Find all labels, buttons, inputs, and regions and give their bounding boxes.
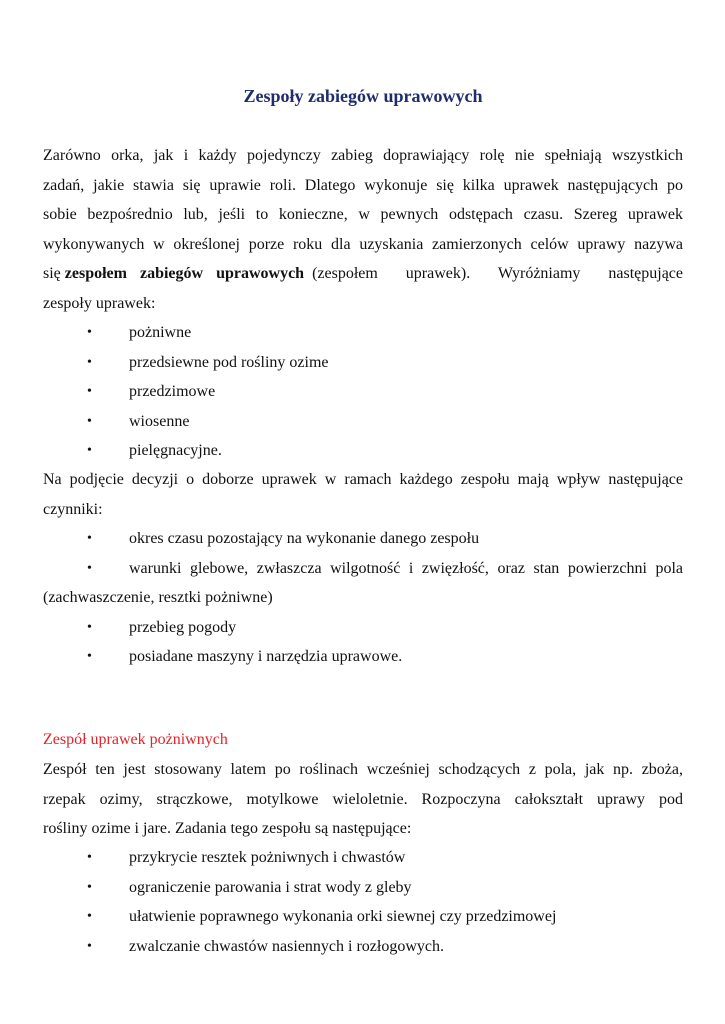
intro-line-3: sobie bezpośrednio lub, jeśli to konieczne, w pewnych odstępach czasu. Szereg uprawek	[43, 206, 683, 223]
list-item-text: wiosenne	[129, 412, 190, 430]
list-item	[43, 554, 683, 613]
groups-list	[43, 318, 683, 466]
section-line-3: rośliny ozime i jare. Zadania tego zespołu są następujące:	[43, 820, 412, 837]
intro-line-4: wykonywanych w określonej porze roku dla uzyskania zamierzonych celów uprawy nazywa	[43, 235, 683, 253]
list-item-text: zwalczanie chwastów nasiennych i rozłogowych.	[129, 937, 444, 955]
list-item-text: pożniwne	[129, 324, 192, 341]
list-item-text: pielęgnacyjne.	[129, 442, 222, 459]
list-item	[43, 613, 683, 643]
intro-line-5-before: się	[43, 265, 65, 282]
bullet-icon: •	[87, 384, 92, 399]
list-item	[43, 436, 683, 466]
intro-line-5-content	[43, 259, 683, 289]
intro-line-2: zadań, jakie stawia się uprawie roli. Dlatego wykonuje się kilka uprawek następujących po	[43, 176, 683, 194]
bullet-icon: •	[87, 354, 92, 370]
bullet-icon: •	[87, 938, 92, 954]
list-item	[43, 843, 683, 873]
list-item-text: okres czasu pozostający na wykonanie danego zespołu	[129, 530, 480, 547]
section-paragraph	[43, 755, 683, 844]
list-item-text: posiadane maszyny i narzędzia uprawowe.	[129, 648, 403, 665]
bullet-icon: •	[87, 560, 92, 576]
list-item	[43, 377, 683, 407]
list-item	[43, 348, 683, 378]
factors-line-1: Na podjęcie decyzji o doborze uprawek w ramach każdego zespołu mają wpływ następujące	[43, 471, 683, 488]
bullet-icon: •	[87, 325, 92, 340]
list-item-text: przedzimowe	[129, 383, 216, 400]
bullet-icon: •	[87, 879, 92, 895]
bullet-icon: •	[87, 619, 92, 635]
key-term: zespołem zabiegów uprawowych	[64, 265, 305, 282]
intro-paragraph	[43, 141, 683, 318]
intro-line-5-after: (zespołem uprawek). Wyróżniamy następujące	[312, 265, 683, 282]
list-item	[43, 932, 683, 962]
list-item-continuation: (zachwaszczenie, resztki pożniwne)	[43, 589, 273, 606]
bullet-icon: •	[87, 531, 92, 546]
bullet-icon: •	[87, 443, 92, 458]
section-line-2: rzepak ozimy, strączkowe, motylkowe wieloletnie. Rozpoczyna całokształt uprawy pod	[43, 790, 683, 808]
intro-line-1: Zarówno orka, jak i każdy pojedynczy zabieg doprawiający rolę nie spełniają wszystkich	[43, 147, 683, 164]
factors-paragraph	[43, 465, 683, 524]
intro-line-6: zespoły uprawek:	[43, 294, 156, 312]
list-item-text: przebieg pogody	[129, 618, 237, 636]
list-item	[43, 873, 683, 903]
bullet-icon: •	[87, 909, 92, 924]
list-item-text: ograniczenie parowania i strat wody z gleby	[129, 878, 412, 896]
list-item-text: przedsiewne pod rośliny ozime	[129, 353, 329, 371]
section-heading: Zespół uprawek pożniwnych	[43, 731, 228, 748]
list-item-text: ułatwienie poprawnego wykonania orki siewnej czy przedzimowej	[129, 908, 557, 925]
list-item	[43, 318, 683, 348]
list-item	[43, 407, 683, 437]
page-title: Zespoły zabiegów uprawowych	[243, 86, 483, 106]
factors-list	[43, 524, 683, 672]
list-item-text: przykrycie resztek pożniwnych i chwastów	[129, 849, 406, 866]
factors-line-2: czynniki:	[43, 500, 103, 518]
list-item	[43, 524, 683, 554]
bullet-icon: •	[87, 850, 92, 865]
bullet-icon: •	[87, 649, 92, 664]
tasks-list	[43, 843, 683, 961]
list-item-text: warunki glebowe, zwłaszcza wilgotność i zwięzłość, oraz stan powierzchni pola	[129, 559, 683, 577]
intro-line-5	[43, 259, 683, 289]
bullet-icon: •	[87, 413, 92, 429]
list-item	[43, 642, 683, 672]
section-line-1: Zespół ten jest stosowany latem po roślinach wcześniej schodzących z pola, jak np. zboża,	[43, 761, 683, 778]
list-item	[43, 902, 683, 932]
